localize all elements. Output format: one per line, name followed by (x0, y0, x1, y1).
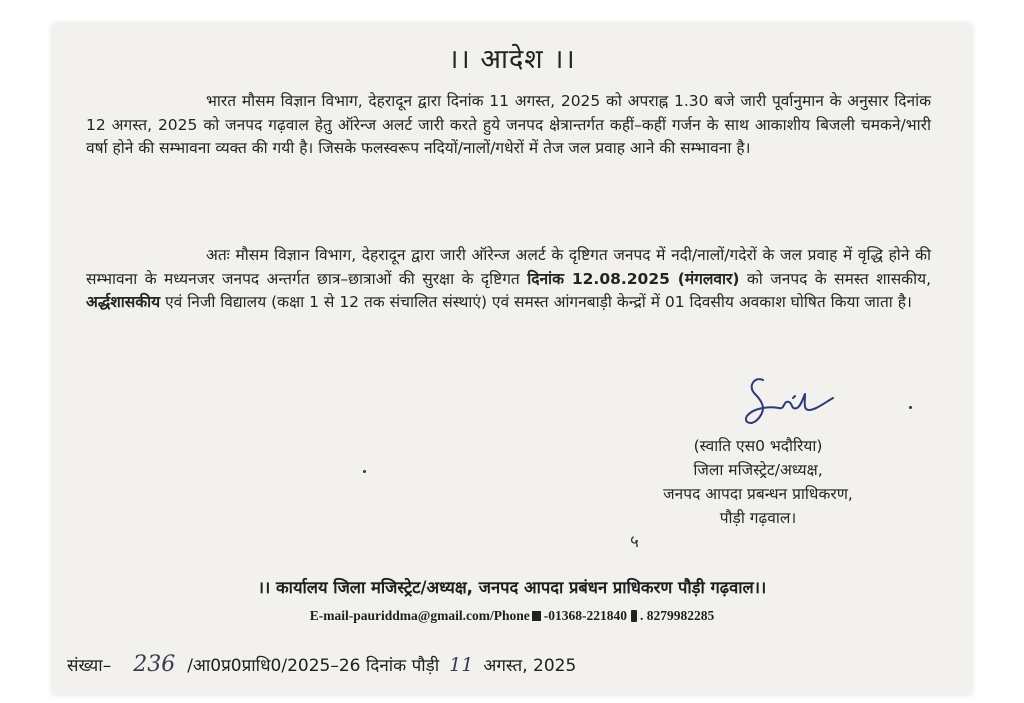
order-title: ।। आदेश ।। (448, 44, 576, 75)
order-paragraph-1 (86, 90, 931, 161)
paragraph-2-middle: को जनपद के समस्त शासकीय, (739, 269, 932, 288)
reference-day: 11 (449, 654, 474, 676)
holiday-date: दिनांक 12.08.2025 (मंगलवार) (527, 269, 740, 288)
mobile-phone-icon (631, 610, 637, 622)
paragraph-2-start: अतः मौसम विज्ञान विभाग, देहरादून द्वारा जारी ऑरेन्ज अलर्ट के दृष्टिगत जनपद में नदी/नालों/गदेरों के जल प्रवाह में वृद्धि होने की सम्भावना के मध्यनजर जनपद अन्तर्गत छात्र–छात्राओं की सुरक्षा के दृष्टिगत (86, 246, 931, 288)
paragraph-2-end: एवं निजी विद्यालय (कक्षा 1 से 12 तक संचालित संस्थाएं) एवं समस्त आंगनबाड़ी केन्द्रों में 01 दिवसीय अवकाश घोषित किया जाता है। (160, 293, 912, 311)
mobile-number: . 8279982285 (639, 608, 715, 623)
reference-code: /आ0प्र0प्राधि0/2025–26 दिनांक पौड़ी (187, 656, 440, 676)
order-page (53, 24, 971, 694)
reference-number: 236 (133, 652, 176, 677)
signatory-authority: जनपद आपदा प्रबन्धन प्राधिकरण, (663, 485, 853, 503)
signatory-designation: जिला मजिस्ट्रेट/अध्यक्ष, (693, 461, 823, 479)
signatory-name: (स्वाति एस0 भदौरिया) (693, 437, 823, 455)
telephone-icon (532, 611, 541, 621)
office-footer-title: ।। कार्यालय जिला मजिस्ट्रेट/अध्यक्ष, जनपद आपदा प्रबंधन प्राधिकरण पौड़ी गढ़वाल।। (257, 578, 767, 597)
semi-government-word: अर्द्धशासकीय (86, 293, 161, 311)
stray-dot (363, 470, 366, 473)
signature-image (733, 370, 843, 440)
reference-label: संख्या– (67, 656, 112, 676)
reference-month-year: अगस्त, 2025 (483, 656, 577, 676)
reference-line (67, 652, 576, 677)
stray-dot (909, 406, 912, 409)
email-phone-label: E-mail-pauriddma@gmail.com/Phone (309, 608, 530, 623)
signatory-block (593, 434, 923, 530)
handwritten-margin-mark: ५ (630, 532, 639, 552)
order-paragraph-2 (86, 244, 931, 315)
contact-line (53, 608, 971, 624)
signatory-location: पौड़ी गढ़वाल। (719, 509, 797, 527)
phone-number: -01368-221840 (543, 608, 627, 623)
paragraph-1-text: भारत मौसम विज्ञान विभाग, देहरादून द्वारा दिनांक 11 अगस्त, 2025 को अपराह्न 1.30 बजे जारी पूर्वानुमान के अनुसार दिनांक 12 अगस्त, 2025 को जनपद गढ़वाल हेतु ऑरेन्ज अलर्ट जारी करते हुये जनपद क्षेत्रान्तर्गत कहीं–कहीं गर्जन के साथ आकाशीय बिजली चमकने/भारी वर्षा होने की सम्भावना व्यक्त की गयी है। जिसके फलस्वरूप नदियों/नालों/गधेरों में तेज जल प्रवाह आने की सम्भावना है। (86, 92, 931, 157)
